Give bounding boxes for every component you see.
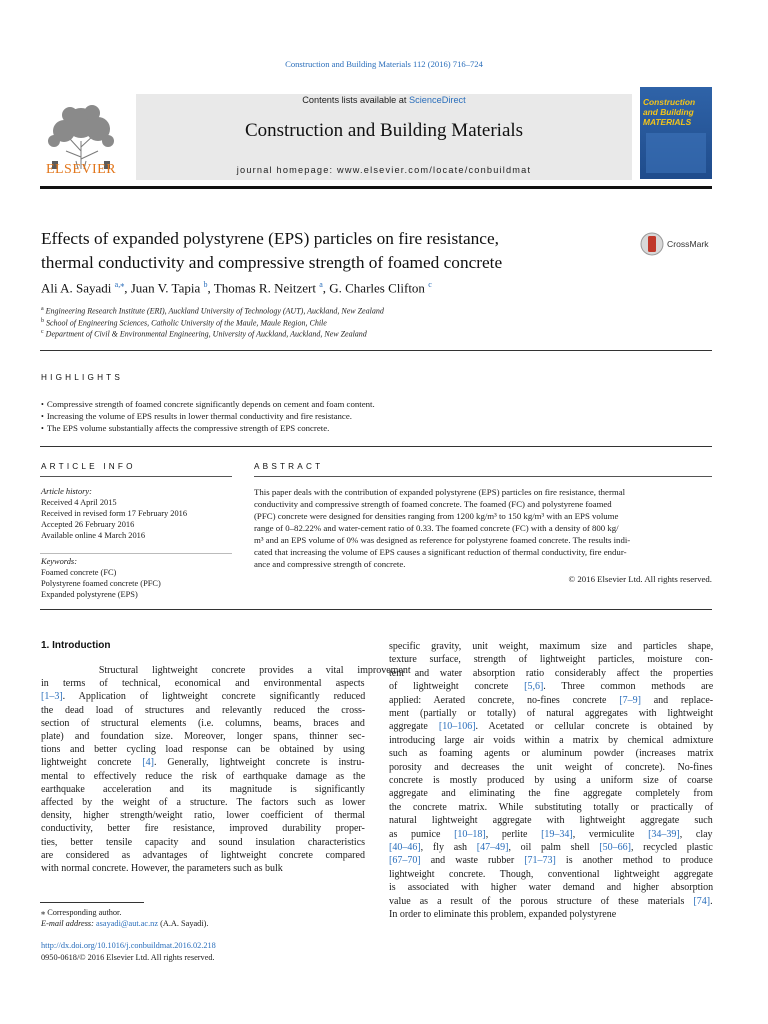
body-text: , oil palm shell <box>508 842 600 853</box>
doi-link[interactable]: http://dx.doi.org/10.1016/j.conbuildmat.2016.02.218 <box>41 941 216 950</box>
body-text-line <box>389 829 713 841</box>
body-text-line <box>389 909 616 921</box>
body-text-line <box>41 678 365 690</box>
citation-link[interactable]: [10–18] <box>454 828 486 840</box>
body-text: , recycled plastic <box>630 842 713 853</box>
body-text-line <box>389 802 713 814</box>
highlight-item <box>41 423 329 433</box>
corresponding-author-note: ⁎ Corresponding author. <box>41 908 122 917</box>
body-text: the concrete matrix. While substituting totally or practically of <box>389 801 714 813</box>
body-text-line <box>41 705 365 717</box>
body-text-line <box>389 681 713 693</box>
body-text: , fly ash <box>420 842 477 853</box>
body-text-line <box>389 654 713 666</box>
section-divider <box>40 446 712 447</box>
body-text-line <box>389 896 713 908</box>
body-text: aggregate <box>389 721 439 733</box>
highlight-item <box>41 411 352 421</box>
keyword: Polystyrene foamed concrete (PFC) <box>41 579 161 588</box>
body-text-line <box>41 771 365 783</box>
affiliation-text: Engineering Research Institute (ERI), Auckland University of Technology (AUT), Auckland, New Zealand <box>45 306 384 316</box>
body-text: are considered as advantages of lightweight concrete compared <box>41 849 365 861</box>
affiliation <box>41 329 367 339</box>
body-text-line <box>41 718 365 730</box>
keyword: Foamed concrete (FC) <box>41 568 117 577</box>
affiliation-text: School of Engineering Sciences, Catholic University of the Maule, Maule Region, Chile <box>46 318 327 328</box>
author-name[interactable]: G. Charles Clifton <box>329 280 425 296</box>
article-info-rule <box>40 476 232 477</box>
article-title-line-1: Effects of expanded polystyrene (EPS) particles on fire resistance, <box>41 229 499 248</box>
body-text: earthquake acceleration and its magnitude is significantly <box>41 783 365 795</box>
abstract-line: conductivity and compressive strength of foamed concrete. The foamed (FC) and polystyrene foamed <box>254 499 612 509</box>
body-text: lightweight concrete. Though, conventional lightweight aggregate <box>389 868 713 880</box>
body-text: Structural lightweight concrete provides a vital improvement <box>41 665 411 676</box>
history-entry: Received in revised form 17 February 2016 <box>41 509 188 518</box>
history-entry: Received 4 April 2015 <box>41 498 117 507</box>
section-divider <box>40 350 712 351</box>
body-text: and replace- <box>640 694 714 706</box>
keyword: Expanded polystyrene (EPS) <box>41 590 138 599</box>
body-text: plate) and foundation size. Moreover, longer spans, thinner sec- <box>41 731 365 742</box>
citation-link[interactable]: [34–39] <box>648 828 680 840</box>
author-name[interactable]: Juan V. Tapia <box>130 280 201 296</box>
highlight-item <box>41 399 375 409</box>
abstract-line: (PFC) concrete were designed for densities ranging from 1200 kg/m³ to 150 kg/m³ with an EPS volume <box>254 511 619 521</box>
email-note <box>41 919 208 928</box>
body-text: . Generally, lightweight concrete is instru- <box>153 757 365 769</box>
citation-link[interactable]: [50–66] <box>599 842 631 853</box>
author-affiliation-mark[interactable]: b <box>203 280 208 289</box>
body-text: porosity and decreases the unit weight of concrete). No-fines <box>389 761 713 773</box>
footnote-rule <box>40 902 144 903</box>
body-text: In order to eliminate this problem, expanded polystyrene <box>389 909 617 920</box>
body-text-line <box>41 850 365 862</box>
body-text-line <box>41 823 365 835</box>
body-text: with normal concrete. However, the parameters such as bulk <box>41 863 283 874</box>
abstract-rule <box>254 476 712 477</box>
body-text-line <box>41 731 365 743</box>
body-text-line <box>389 735 713 747</box>
email-suffix: (A.A. Sayadi). <box>158 919 209 928</box>
body-text: introducing large air voids within a matrix by chemical admixture <box>389 734 714 746</box>
body-text: texture surface, strength of lightweight particles, moisture con- <box>389 654 713 666</box>
body-text: mental to effectively reduce the risk of earthquake damage as the <box>41 770 366 782</box>
cover-image-block <box>646 133 706 173</box>
email-label: E-mail address: <box>41 919 96 928</box>
body-text-line <box>389 748 713 760</box>
body-text: section of structural elements (i.e. columns, beams, braces and <box>41 717 365 729</box>
publisher-wordmark[interactable]: ELSEVIER <box>45 162 117 177</box>
body-text: of lightweight concrete <box>389 681 525 693</box>
body-text: conductivity, better fire resistance, improved durability proper- <box>41 823 365 835</box>
body-text-line <box>389 668 713 680</box>
author-name[interactable]: Thomas R. Neitzert <box>213 280 316 296</box>
cover-title: Construction and Building MATERIALS <box>643 97 696 127</box>
journal-cover-thumbnail[interactable] <box>640 87 712 179</box>
citation-link[interactable]: [47–49] <box>476 842 509 853</box>
body-text: is another method to produce <box>555 855 713 867</box>
contents-prefix: Contents lists available at <box>302 95 407 105</box>
citation-link[interactable]: [71–73] <box>524 855 556 867</box>
abstract-line: m³ and an EPS volume of 0% was designed as reference for polystyrene foamed concrete. The results indi- <box>254 535 631 545</box>
article-title <box>41 227 631 275</box>
abstract-copyright: © 2016 Elsevier Ltd. All rights reserved. <box>568 574 712 584</box>
body-text-line <box>41 863 283 875</box>
body-text: . <box>710 895 713 907</box>
citation-link[interactable]: [7–9] <box>619 694 641 706</box>
body-text: , clay <box>679 828 713 840</box>
abstract-heading: ABSTRACT <box>254 462 324 471</box>
body-text: and waste rubber <box>420 855 525 867</box>
body-text: . Application of lightweight concrete significantly reduced <box>62 691 366 703</box>
bullet-icon: • <box>41 424 44 433</box>
abstract-line: ance and compressive strength of concrete. <box>254 559 406 569</box>
body-text-line <box>41 797 365 809</box>
author-affiliation-mark[interactable]: a,⁎ <box>114 280 125 289</box>
author-list: Ali A. Sayadi $^{a,⁎}$, Juan V. Tapia $^b$, Thomas R. Neitzert $^a$, G. Charles Clifton $^c$ <box>41 280 432 296</box>
author-affiliation-mark[interactable]: a <box>319 280 323 289</box>
citation-link[interactable]: [10–106] <box>438 721 476 733</box>
body-text: ties, better tensile capacity and sound insulation characteristics <box>41 836 366 848</box>
citation-link[interactable]: [67–70] <box>389 855 421 867</box>
bullet-icon: • <box>41 400 44 409</box>
body-text: lightweight concrete <box>41 757 143 769</box>
body-text-line <box>389 695 713 707</box>
contents-line <box>136 95 632 105</box>
crossmark-badge[interactable] <box>640 230 716 258</box>
article-title-line-2: thermal conductivity and compressive strength of foamed concrete <box>41 253 503 272</box>
body-text: is associated with higher water demand and higher absorption <box>389 882 714 894</box>
journal-citation[interactable]: Construction and Building Materials 112 (2016) 716–724 <box>285 59 483 69</box>
body-text: specific gravity, unit weight, maximum size and particles shape, <box>389 641 714 652</box>
history-label: Article history: <box>41 487 92 496</box>
body-text-line <box>389 775 713 787</box>
body-text-line <box>389 869 713 881</box>
affiliation-mark: c <box>41 329 44 335</box>
email-link[interactable]: asayadi@aut.ac.nz <box>96 919 158 928</box>
citation-link[interactable]: [4] <box>142 757 154 769</box>
citation-link[interactable]: [40–46] <box>389 842 421 853</box>
highlights-heading: HIGHLIGHTS <box>41 373 124 382</box>
affiliation-mark: a <box>41 306 44 312</box>
body-text: aggregate and eliminating the fine aggregate completely from <box>389 788 713 800</box>
citation-link[interactable]: [74] <box>693 895 711 907</box>
body-text-line <box>389 788 713 800</box>
body-text-line <box>389 842 713 854</box>
journal-title: Construction and Building Materials <box>244 120 524 141</box>
body-text-line <box>389 882 713 894</box>
history-entry: Accepted 26 February 2016 <box>41 520 135 529</box>
body-text: such as foaming agents or aluminum powder (increases matrix <box>389 748 714 760</box>
abstract-line: This paper deals with the contribution of expanded polystyrene (EPS) particles on fire resistance, thermal <box>254 487 626 497</box>
body-text: ment (partially or totally) of natural aggregates with lightweight <box>389 708 714 719</box>
section-heading-introduction: 1. Introduction <box>41 640 111 651</box>
body-text-line <box>41 744 365 756</box>
body-text: value as a result of the porous structure of these materials <box>389 895 694 907</box>
body-text: tions and better cycling load response can be obtained by using <box>41 744 365 756</box>
body-text: , vermiculite <box>572 828 649 840</box>
keywords-rule <box>40 553 232 554</box>
body-text-line <box>41 691 365 703</box>
author-name[interactable]: Ali A. Sayadi <box>41 280 112 296</box>
body-text: tent and water absorption ratio considerably affect the properties <box>389 667 714 679</box>
body-text-line <box>389 855 713 867</box>
body-text: affected by the weight of a structure. The factors such as lower <box>41 797 366 808</box>
body-text: applied: Aerated concrete, no-fines concrete <box>389 694 620 706</box>
bullet-icon: • <box>41 412 44 421</box>
abstract-line: range of 0–82.22% and water-cement ratio of 0.33. The foamed concrete (FC) with a density of 800 kg/ <box>254 523 619 533</box>
affiliation <box>41 306 384 316</box>
highlight-text: Increasing the volume of EPS results in lower thermal conductivity and fire resistance. <box>46 411 352 421</box>
body-text-line <box>389 641 713 653</box>
author-affiliation-mark[interactable]: c <box>428 280 432 289</box>
history-entry: Available online 4 March 2016 <box>41 531 146 540</box>
body-text-line <box>41 810 365 822</box>
affiliation-text: Department of Civil & Environmental Engineering, University of Auckland, Auckland, New Zealand <box>45 329 367 339</box>
body-text: concrete is mostly produced by using a uniform size of coarse <box>389 775 713 786</box>
citation-link[interactable]: [5,6] <box>524 681 544 693</box>
highlight-text: Compressive strength of foamed concrete significantly depends on cement and foam content. <box>46 399 375 409</box>
body-text: . Acetated or cellular concrete is obtained by <box>475 721 714 733</box>
body-text: the dead load of structures and relevantly reduced the cross- <box>41 704 366 716</box>
body-text: , perlite <box>485 828 542 840</box>
body-text-line <box>389 762 713 774</box>
affiliation-mark: b <box>41 318 44 324</box>
body-text-line <box>41 784 365 796</box>
body-text-line <box>41 757 365 769</box>
body-text-line <box>41 837 365 849</box>
sciencedirect-link[interactable]: ScienceDirect <box>409 95 466 105</box>
journal-homepage[interactable]: journal homepage: www.elsevier.com/locate/conbuildmat <box>236 165 532 175</box>
body-text: . Three common methods are <box>543 681 714 693</box>
body-text: natural lightweight aggregate with lightweight aggregate such <box>389 815 713 827</box>
crossmark-label: CrossMark <box>667 239 709 249</box>
highlight-text: The EPS volume substantially affects the compressive strength of EPS concrete. <box>46 423 330 433</box>
body-text: in terms of technical, economical and environmental aspects <box>41 678 365 690</box>
citation-link[interactable]: [1–3] <box>41 691 63 703</box>
body-text-line <box>41 665 411 677</box>
article-info-heading: ARTICLE INFO <box>41 462 136 471</box>
body-text-line <box>389 815 713 827</box>
affiliation <box>41 318 327 328</box>
body-text: as pumice <box>389 828 455 840</box>
body-text: density, higher strength/weight ratio, lower coefficient of thermal <box>41 810 366 822</box>
body-text-line <box>389 708 713 720</box>
body-text-line <box>389 721 713 733</box>
citation-link[interactable]: [19–34] <box>541 828 573 840</box>
header-rule <box>40 186 712 189</box>
keywords-label: Keywords: <box>41 557 77 566</box>
section-divider <box>40 609 712 610</box>
issn-copyright: 0950-0618/© 2016 Elsevier Ltd. All rights reserved. <box>41 953 215 962</box>
abstract-line: cated that increasing the volume of EPS causes a significant reduction of thermal conductivity, fire endur- <box>254 547 627 557</box>
